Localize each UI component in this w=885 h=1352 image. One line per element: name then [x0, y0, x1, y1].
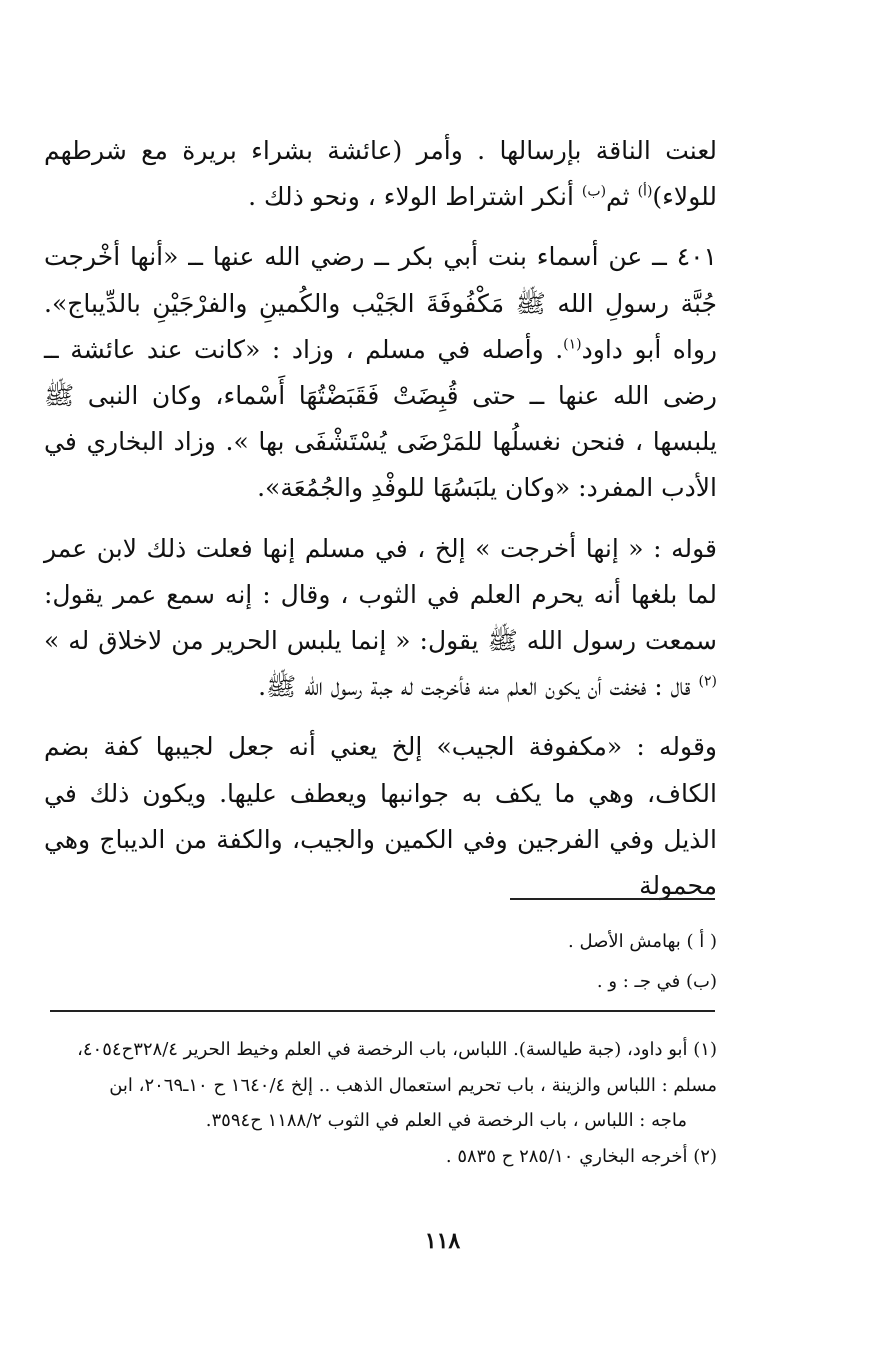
hadith-401 [44, 234, 717, 511]
commentary-paragraph-1 [44, 526, 717, 711]
footnotes [48, 1032, 717, 1174]
footnote-1-line-2: مسلم : اللباس والزينة ، باب تحريم استعمال الذهب .. إلخ ١٦٤٠/٤ ح ١٠ـ٢٠٦٩، ابن [109, 1074, 717, 1096]
hadith-401-text: ٤٠١ ــ عن أسماء بنت أبي بكر ــ رضي الله عنها ــ «أنها أخْرجت جُبَّة رسولِ الله ﷺ مَكْفُوفَةَ الجَيْب والكُمينِ والفرْجَيْنِ بالدِّيباج». رواه أبو داود [44, 242, 718, 364]
footnote-marker-1: (١) [563, 336, 582, 353]
main-text [44, 128, 717, 923]
footnotes-divider [50, 1010, 715, 1012]
commentary-1-text: قوله : « إنها أخرجت » إلخ ، في مسلم إنها فعلت ذلك لابن عمر لما بلغها أنه يحرم العلم في الثوب ، وقال : إنه سمع عمر يقول: سمعت رسول الله ﷺ يقول: « إنما يلبس الحرير من لاخلاق له » [44, 533, 717, 656]
hadith-401-continuation: . وأصله في مسلم ، وزاد : «كانت عند عائشة ــ رضى الله عنها ــ حتى قُبِضَتْ فَقَبَضْتُهَا أَسْماء، وكان النبى ﷺ يلبسها ، فنحن نغسلُها للمَرْضَى يُسْتَشْفَى بها ». وزاد البخاري في الأدب المفرد: «وكان يلبَسُهَا للوفْدِ والجُمُعَة». [44, 334, 717, 503]
variant-notes [568, 922, 717, 1002]
paragraph-1-text: لعنت الناقة بإرسالها . وأمر (عائشة بشراء بريرة مع شرطهم للولاء) [44, 136, 717, 212]
variant-note-b: (ب) في جـ : و . [596, 971, 717, 992]
variant-marker-a: (أ) [637, 183, 653, 200]
page-number: ١١٨ [424, 1228, 461, 1254]
footnote-2-line-1: (٢) أخرجه البخاري ٢٨٥/١٠ ح ٥٨٣٥ . [445, 1145, 717, 1167]
paragraph-1-end: أنكر اشتراط الولاء ، ونحو ذلك . [248, 182, 574, 212]
paragraph-1 [44, 128, 717, 220]
commentary-2-text: وقوله : «مكفوفة الجيب» إلخ يعني أنه جعل لجيبها كفة بضم الكاف، وهي ما يكف به جوانبها ويعطف عليها. ويكون ذلك في الذيل وفي الفرجين وفي الكمين والجيب، والكفة من الديباج وهي محمولة [44, 732, 717, 901]
variant-note-a: ( أ ) بهامش الأصل . [568, 931, 717, 952]
footnote-2 [48, 1139, 717, 1175]
footnote-1-line-3: ماجه : اللباس ، باب الرخصة في العلم في الثوب ١١٨٨/٢ ح٣٥٩٤. [205, 1110, 687, 1131]
paragraph-1-mid: ثم [606, 182, 630, 212]
commentary-paragraph-2 [44, 724, 717, 909]
commentary-1-continuation: قال : فخفت أن يكون العلم منه فأخرجت له جبة رسول الله ﷺ. [258, 672, 691, 702]
variant-marker-b: (ب) [581, 183, 607, 200]
variant-notes-divider [510, 898, 715, 900]
footnote-marker-2: (٢) [698, 673, 717, 690]
footnote-1-line-1: (١) أبو داود، (جبة طيالسة). اللباس، باب الرخصة في العلم وخيط الحرير ٣٢٨/٤ح٤٠٥٤، [77, 1039, 717, 1060]
footnote-1 [48, 1032, 717, 1139]
